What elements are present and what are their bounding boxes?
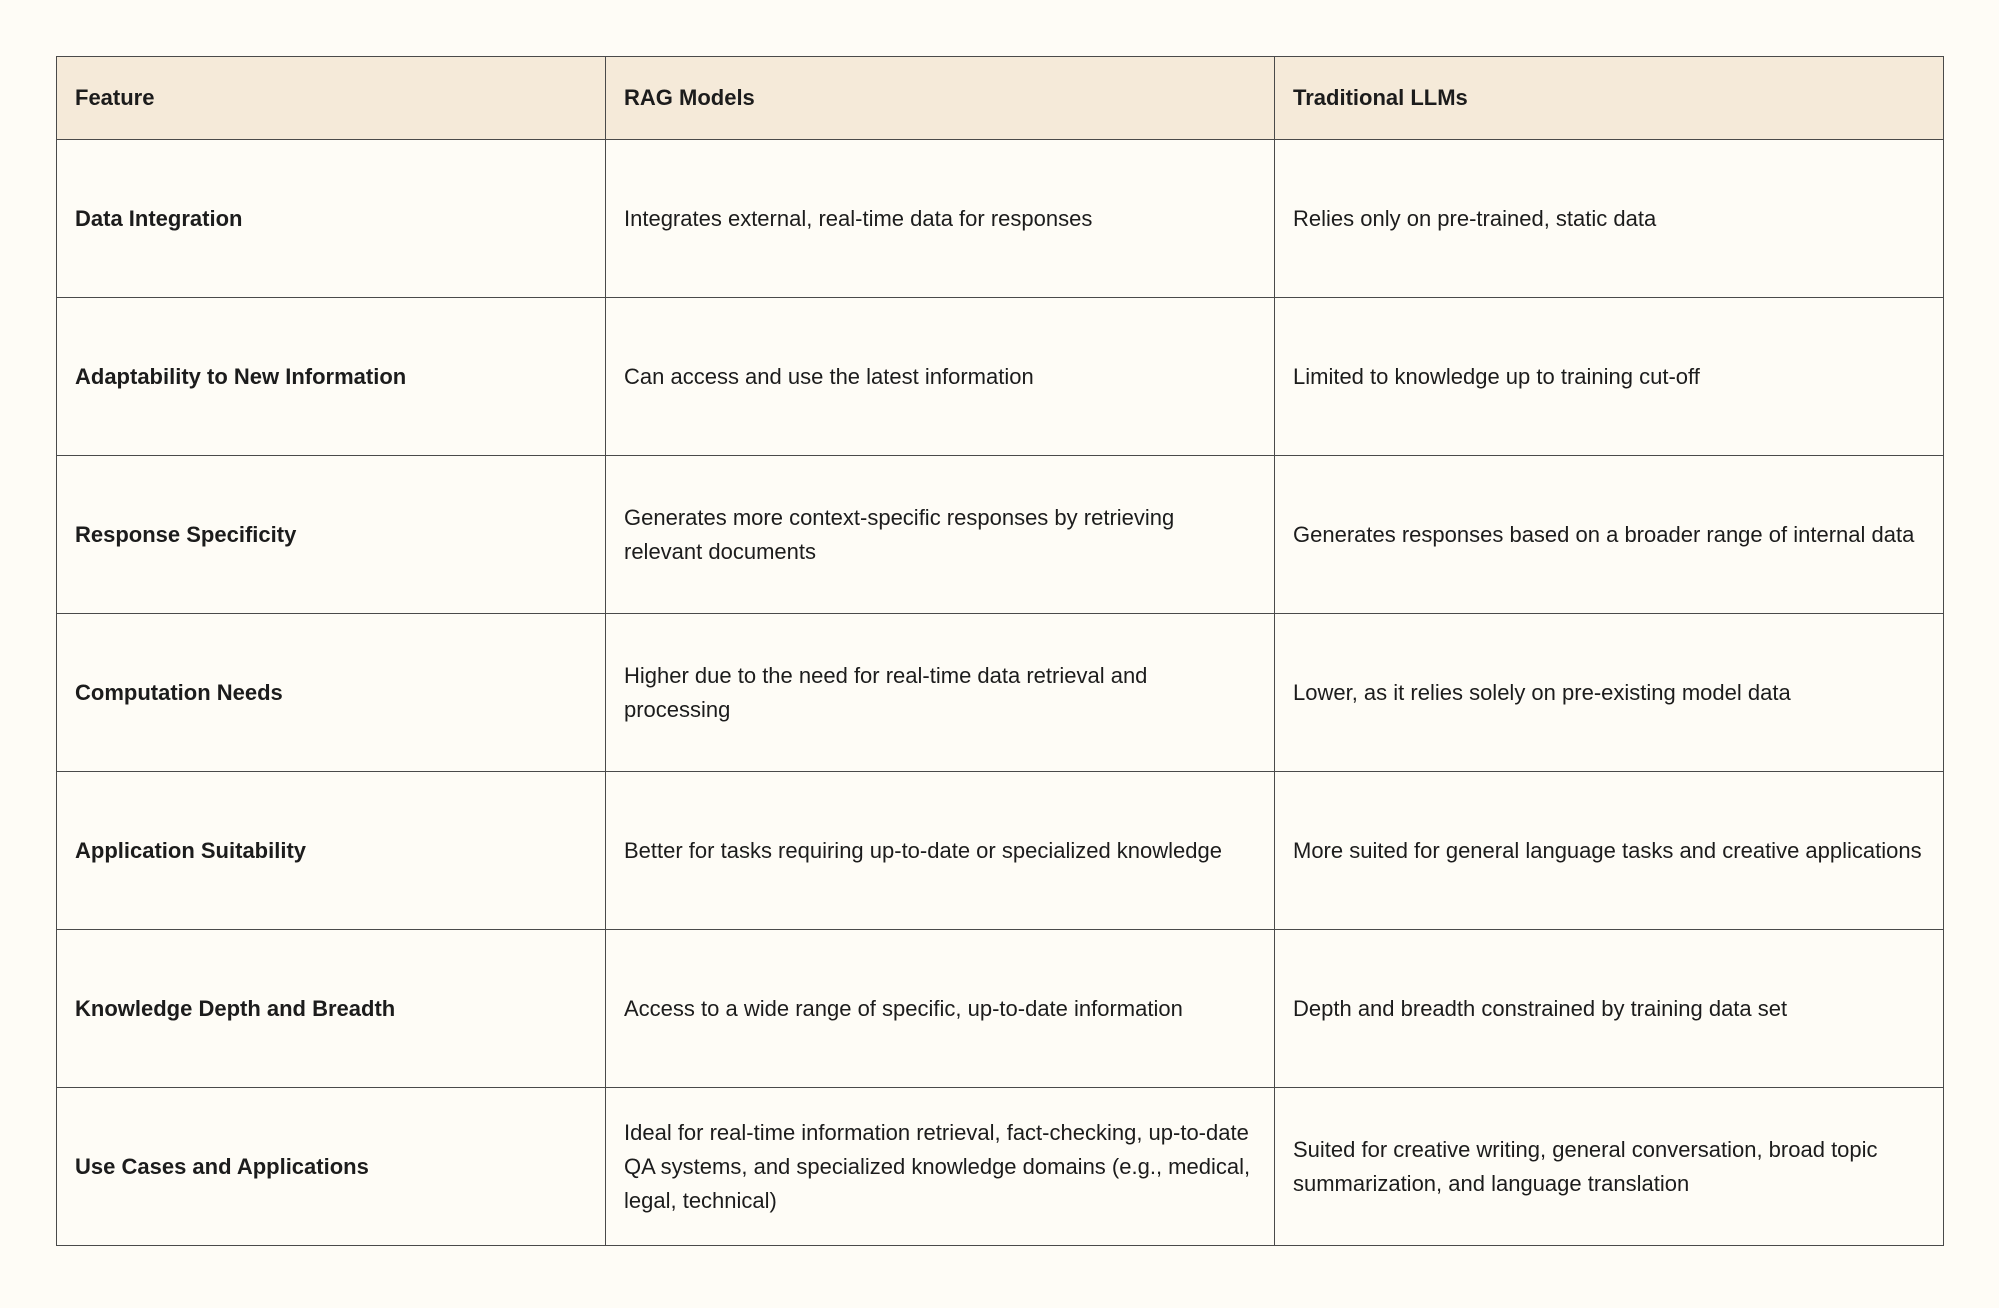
rag-cell: Can access and use the latest information	[606, 298, 1275, 456]
feature-cell: Use Cases and Applications	[57, 1088, 606, 1246]
header-rag-models: RAG Models	[606, 57, 1275, 140]
table-row	[57, 930, 1944, 1088]
traditional-cell: Depth and breadth constrained by training data set	[1275, 930, 1944, 1088]
header-row	[57, 57, 1944, 140]
table-row	[57, 140, 1944, 298]
rag-cell: Ideal for real-time information retrieval, fact-checking, up-to-date QA systems, and specialized knowledge domains (e.g., medical, legal, technical)	[606, 1088, 1275, 1246]
rag-cell: Better for tasks requiring up-to-date or specialized knowledge	[606, 772, 1275, 930]
traditional-cell: Generates responses based on a broader range of internal data	[1275, 456, 1944, 614]
traditional-cell: Lower, as it relies solely on pre-existing model data	[1275, 614, 1944, 772]
header-traditional-llms: Traditional LLMs	[1275, 57, 1944, 140]
table-row	[57, 772, 1944, 930]
feature-cell: Adaptability to New Information	[57, 298, 606, 456]
table-row	[57, 1088, 1944, 1246]
rag-cell: Generates more context-specific responses by retrieving relevant documents	[606, 456, 1275, 614]
header-feature: Feature	[57, 57, 606, 140]
table-row	[57, 614, 1944, 772]
table-body	[57, 140, 1944, 1246]
feature-cell: Response Specificity	[57, 456, 606, 614]
traditional-cell: More suited for general language tasks and creative applications	[1275, 772, 1944, 930]
rag-cell: Higher due to the need for real-time data retrieval and processing	[606, 614, 1275, 772]
rag-cell: Integrates external, real-time data for responses	[606, 140, 1275, 298]
traditional-cell: Limited to knowledge up to training cut-off	[1275, 298, 1944, 456]
feature-cell: Application Suitability	[57, 772, 606, 930]
feature-cell: Computation Needs	[57, 614, 606, 772]
table-row	[57, 456, 1944, 614]
table-header	[57, 57, 1944, 140]
comparison-table	[56, 56, 1944, 1246]
traditional-cell: Suited for creative writing, general conversation, broad topic summarization, and language translation	[1275, 1088, 1944, 1246]
table-row	[57, 298, 1944, 456]
feature-cell: Knowledge Depth and Breadth	[57, 930, 606, 1088]
feature-cell: Data Integration	[57, 140, 606, 298]
traditional-cell: Relies only on pre-trained, static data	[1275, 140, 1944, 298]
rag-cell: Access to a wide range of specific, up-to-date information	[606, 930, 1275, 1088]
comparison-table-container	[56, 56, 1943, 1246]
